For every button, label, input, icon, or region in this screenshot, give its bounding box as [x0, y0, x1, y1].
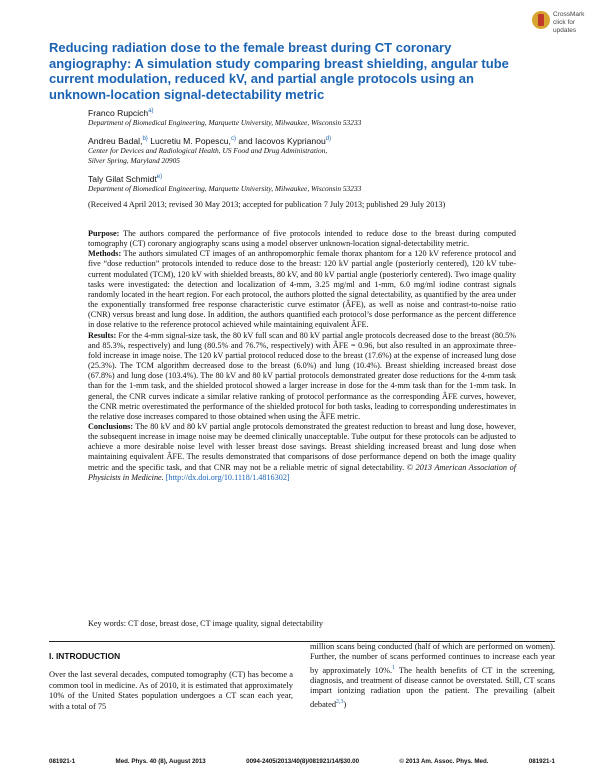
crossmark-icon [532, 11, 550, 29]
author-footnote-mark[interactable]: d) [325, 135, 332, 142]
abstract-results [88, 331, 516, 422]
intro-paragraph-right [310, 642, 555, 710]
abstract-purpose [88, 229, 516, 249]
author-affiliation: Department of Biomedical Engineering, Marquette University, Milwaukee, Wisconsin 53233 [88, 183, 362, 193]
crossmark-label [553, 11, 588, 35]
author-affiliation: Silver Spring, Maryland 20905 [88, 155, 180, 165]
footer-page-left: 081921-1 [49, 758, 76, 765]
author-name-text: Andreu Badal, [88, 135, 143, 146]
crossmark-line1: CrossMark [553, 11, 585, 18]
author-block [88, 106, 558, 210]
abstract-copyright: © 2013 American Association of Physicists in Medicine. [88, 462, 516, 482]
section-heading: I. INTRODUCTION [49, 651, 121, 661]
crossmark-badge[interactable] [532, 10, 588, 32]
intro-paragraph-left: Over the last several decades, computed tomography (CT) has become a common tool in medicine. As of 2010, it is estimated that approximately 10% of the United States population undergoes a CT scan each year, with a total of 75 [49, 670, 293, 711]
citation-link[interactable]: 2,3 [336, 698, 344, 705]
intro-left-column [49, 651, 293, 712]
doi-link[interactable]: [http://dx.doi.org/10.1118/1.4816302] [165, 472, 290, 482]
author-group-3 [88, 172, 558, 194]
author-name [88, 134, 558, 146]
footer-page-right: 081921-1 [528, 758, 555, 765]
author-group-1 [88, 106, 558, 128]
author-name [88, 106, 558, 118]
footer-issn: 0094-2405/2013/40(8)/081921/14/$30.00 [246, 758, 360, 765]
abstract-methods [88, 249, 516, 330]
abstract-purpose-label: Purpose: [88, 229, 120, 238]
intro-text: million scans being conducted (half of which are performed on women). Further, the number of scans performed continues to increase each year by approximately 10%. [310, 642, 555, 675]
author-name [88, 172, 558, 184]
footer-journal: Med. Phys. 40 (8), August 2013 [115, 758, 206, 765]
page-footer [49, 758, 555, 765]
abstract-methods-text: The authors simulated CT images of an anthropomorphic female thorax phantom for a 120 kV reference protocol and five “dose reduction” protocols intended to reduce dose to the breast: 120 kV partial angle (posteriorly centered), 120 kV tube-current modulated (TCM), 120 kV with shielded breasts, 80 kV, and 80 kV partial angle (posteriorly centered). Two image quality tasks were investigated: the detection and localization of 4-mm, 3.25 mg/ml and 1-mm, 6.0 mg/ml iodine contrast signals randomly located in the heart region. For each protocol, the authors plotted the signal detectability, as quantified by the area under the exponentially transformed free response characteristic curve estimator (ÂFE), as well as noise and contrast-to-noise ratio (CNR) versus breast and lung dose. In addition, the authors quantified each protocol’s dose performance as the percent difference in dose relative to the reference protocol achieved while maintaining equivalent ÂFE. [88, 249, 516, 330]
author-footnote-mark[interactable]: c) [230, 135, 236, 142]
author-name-text: Franco Rupcich [88, 107, 149, 118]
abstract [88, 229, 516, 483]
paper-title: Reducing radiation dose to the female breast during CT coronary angiography: A simulation study comparing breast shielding, angular tube current modulation, reduced kV, and partial angle protocols using an unknown-location signal-detectability metric [49, 40, 509, 102]
abstract-conclusions [88, 422, 516, 483]
author-footnote-mark[interactable]: b) [142, 135, 148, 142]
received-dates: (Received 4 April 2013; revised 30 May 2013; accepted for publication 7 July 2013; published 29 July 2013) [88, 199, 446, 209]
author-affiliation: Center for Devices and Radiological Health, US Food and Drug Administration, [88, 145, 328, 155]
crossmark-line2: click for updates [553, 19, 577, 34]
intro-text: ) [343, 699, 347, 709]
abstract-conclusions-text: The 80 kV and 80 kV partial angle protocols demonstrated the greatest reduction to breast and lung dose, however, the subsequent increase in image noise may be deemed clinically unacceptable. Tube output for these protocols can be adjusted to achieve a more desirable noise level with lesser breast dose savings. Breast shielding increased breast and lung dose when maintaining equivalent ÂFE. The results demonstrated that comparisons of dose performance depend on both the image quality metric and the specific task, and that CNR may not be a reliable metric of signal detectability. [88, 421, 516, 472]
keywords: Key words: CT dose, breast dose, CT image quality, signal detectability [88, 619, 323, 628]
author-name-text: Lucretiu M. Popescu, [147, 135, 231, 146]
intro-text: The health benefits of CT in the screening, diagnosis, and treatment of disease cannot be overstated. Still, CT scans impart ionizing radiation upon the patient. The prevailing (albeit debated [310, 665, 555, 709]
citation-link[interactable]: 1 [392, 664, 396, 671]
author-group-2 [88, 134, 558, 166]
author-footnote-mark[interactable]: a) [148, 108, 154, 114]
footer-copyright: © 2013 Am. Assoc. Phys. Med. [399, 758, 489, 765]
author-footnote-mark[interactable]: e) [156, 173, 163, 180]
abstract-purpose-text: The authors compared the performance of five protocols intended to reduce dose to the breast during computed tomography (CT) coronary angiography scans using a model observer unknown-location signal-detectability metric. [88, 229, 516, 249]
author-affiliation: Department of Biomedical Engineering, Marquette University, Milwaukee, Wisconsin 53233 [88, 117, 362, 127]
author-name-text: Taly Gilat Schmidt [88, 173, 157, 184]
abstract-results-text: For the 4-mm signal-size task, the 80 kV full scan and 80 kV partial angle protocols decreased dose to the breast (80.5% and 85.3%, respectively) and lung (80.5% and 76.7%, respectively) with ÂFE = 0.96, but also resulted in an approximate three-fold increase in image noise. The 120 kV partial protocol reduced dose to the breast (17.6%) at the expense of increased lung dose (25.3%). The TCM algorithm decreased dose to the breast (6.0%) and lung (10.4%). Breast shielding increased breast dose (67.8%) and lung dose (103.4%). The 80 kV and 80 kV partial protocols demonstrated greater dose reductions for the 4-mm task than for the 1-mm task, and the shielded protocol showed a larger increase in dose for the 4-mm task than for the 1-mm task. In general, the CNR curves indicate a similar relative ranking of protocol performance as the corresponding ÂFE curves, however, the CNR metric overestimated the performance of the shielded protocol for both tasks, leading to corresponding underestimates in the relative dose increases compared to those obtained when using the ÂFE metric. [88, 330, 516, 421]
author-name-text: and Iacovos Kyprianou [235, 135, 326, 146]
intro-right-column [310, 642, 555, 710]
abstract-conclusions-label: Conclusions: [88, 421, 134, 431]
abstract-results-label: Results: [88, 330, 117, 340]
abstract-methods-label: Methods: [88, 249, 122, 259]
